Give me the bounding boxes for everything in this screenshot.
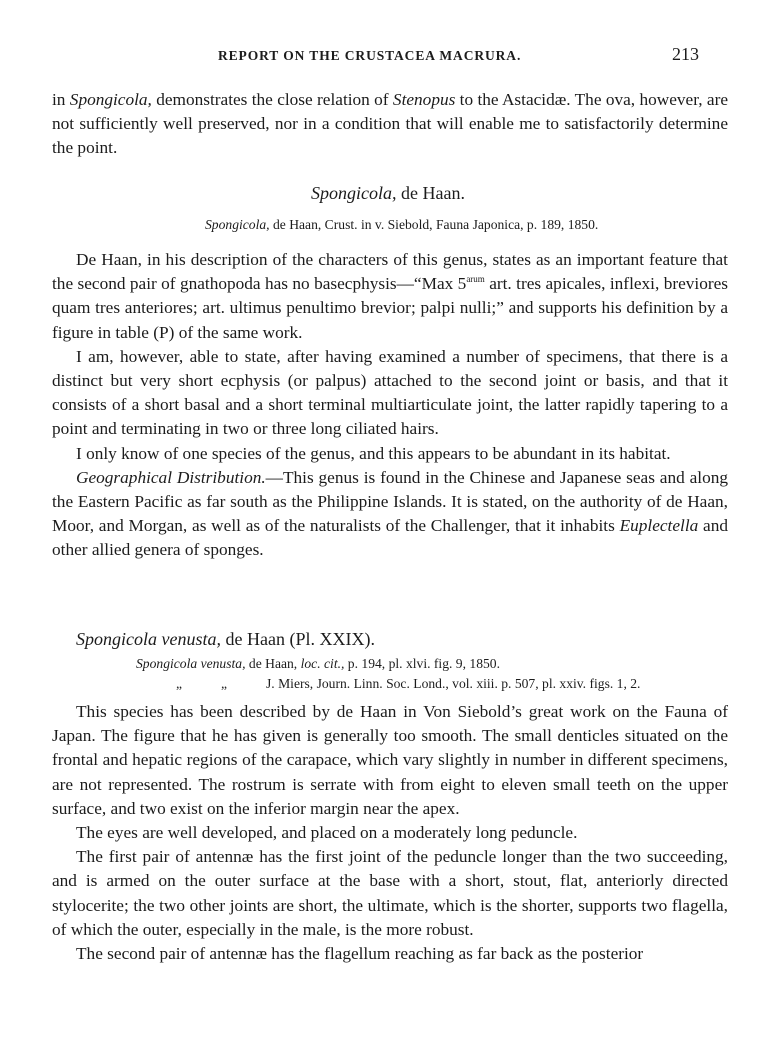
paragraph-text: De Haan, in his description of the characters of this genus, states as an important feature that the second pair of gnathopoda has no basecphysis—“Max 5: [52, 250, 728, 294]
paragraph: [52, 248, 728, 345]
paragraph: [52, 466, 728, 563]
paragraph: I am, however, able to state, after having examined a number of specimens, that there is a distinct but very short ecphysis (or palpus) attached to the second joint or basis, and that it consists of a short basal and a short terminal multiarticulate joint, the latter rapidly tapering to a point and terminating in two or three long ciliated hairs.: [52, 346, 728, 439]
ditto-mark: „: [221, 676, 228, 691]
species-heading-author: de Haan (Pl. XXIX).: [220, 629, 375, 649]
species-description: [52, 700, 728, 966]
intro-text: to the Astacidæ. The ova, however, are not sufficiently well preserved, nor in a condition that will enable me to satisfactorily determine the point.: [52, 90, 729, 158]
paragraph: This species has been described by de Haan in Von Siebold’s great work on the Fauna of Japan. The figure that he has given is generally too smooth. The small denticles situated on the frontal and hepatic regions of the carapace, which vary slightly in number in different specimens, are not represented. The rostrum is serrate with from eight to eleven small teeth on the upper surface, and two exist on the inferior margin near the apex.: [52, 702, 728, 818]
reference-text: de Haan, Crust. in v. Siebold, Fauna Japonica, p. 189, 1850.: [269, 217, 599, 232]
paragraph: The second pair of antennæ has the flagellum reaching as far back as the posterior: [76, 944, 644, 964]
paragraph: I only know of one species of the genus, and this appears to be abundant in its habitat.: [76, 443, 671, 463]
running-header: [0, 44, 776, 68]
species-heading: [76, 629, 375, 650]
reference-text: de Haan,: [245, 656, 301, 671]
genus-heading-name: Spongicola,: [311, 183, 397, 203]
page-number: 213: [672, 44, 699, 64]
running-title: REPORT ON THE CRUSTACEA MACRURA.: [218, 48, 522, 63]
species-reference: [176, 676, 640, 692]
species-name: Spongicola venusta,: [76, 629, 221, 649]
reference-loc: loc. cit.,: [300, 656, 345, 671]
paragraph-text: art. tres apicales, inflexi, breviores quam tres anteriores; art. ultimus penultimo brevior; palpi nulli;” and supports his definition by a figure in table (P) of the same work.: [52, 274, 728, 342]
paragraph: The eyes are well developed, and placed on a moderately long peduncle.: [76, 823, 578, 843]
genus-reference: [205, 217, 598, 233]
genus-name: Stenopus: [392, 90, 456, 109]
ditto-mark: „: [176, 676, 183, 691]
paragraph-text: —This genus is found in the Chinese and Japanese seas and along the Eastern Pacific as far south as the Philippine Islands. It is stated, on the authority of de Haan, Moor, and Morgan, as well as of the naturalists of the Challenger, that it inhabits: [52, 467, 728, 536]
genus-heading: [0, 183, 776, 204]
reference-genus: Spongicola,: [205, 217, 270, 232]
reference-species: Spongicola venusta,: [136, 656, 246, 671]
superscript: arum: [466, 274, 485, 285]
genus-name: Euplectella: [619, 516, 699, 536]
section-label: Geographical Distribution.: [76, 467, 266, 487]
genus-description: [52, 248, 728, 563]
genus-name: Spongicola,: [69, 90, 152, 109]
paragraph-text: and other allied genera of sponges.: [52, 516, 728, 560]
intro-text: in: [52, 90, 70, 109]
species-reference: [136, 656, 500, 672]
reference-text: p. 194, pl. xlvi. fig. 9, 1850.: [344, 656, 500, 671]
intro-text: demonstrates the close relation of: [151, 90, 393, 109]
intro-paragraph: [52, 88, 728, 161]
paragraph: The first pair of antennæ has the first joint of the peduncle longer than the two succeeding, and is armed on the outer surface at the base with a short, stout, flat, anteriorly directed stylocerite; the two other joints are short, the ultimate, which is the shorter, supports two flagella, of which the outer, especially in the male, is the more robust.: [52, 847, 728, 939]
genus-heading-author: de Haan.: [396, 183, 465, 203]
reference-text: J. Miers, Journ. Linn. Soc. Lond., vol. xiii. p. 507, pl. xxiv. figs. 1, 2.: [266, 676, 641, 691]
